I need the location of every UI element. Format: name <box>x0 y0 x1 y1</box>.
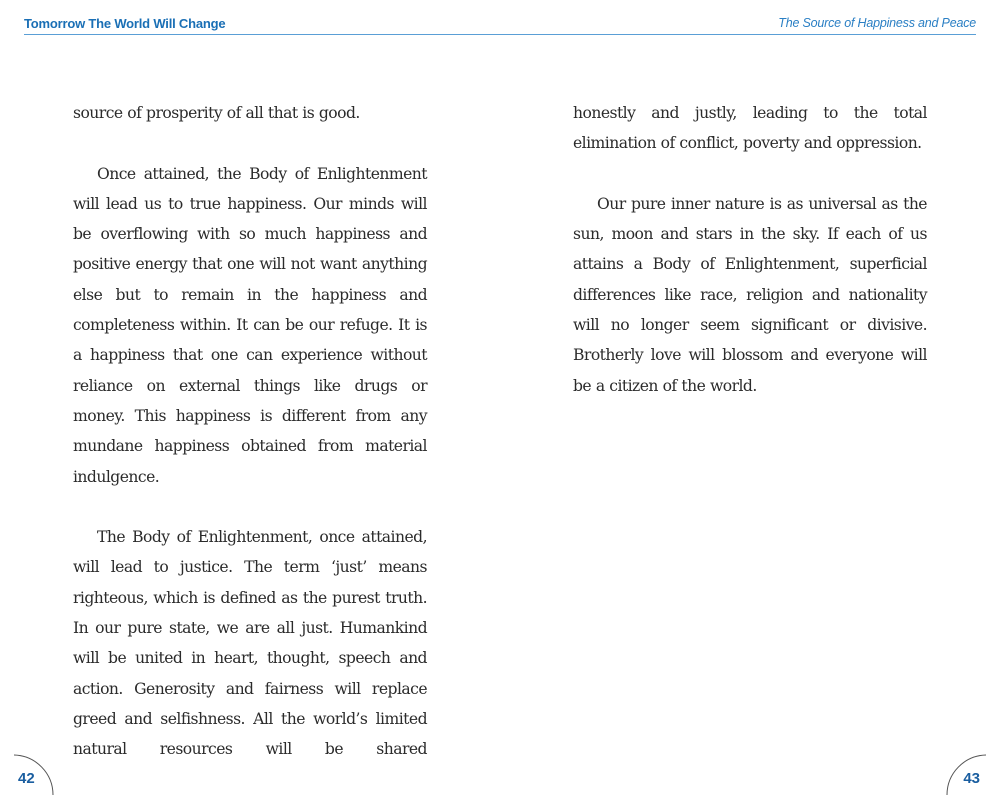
paragraph: honestly and justly, leading to the total elimination of conflict, poverty and oppression. <box>573 104 927 153</box>
header-divider <box>24 34 976 35</box>
paragraph: source of prosperity of all that is good. <box>73 104 360 122</box>
running-header-chapter-title: The Source of Happiness and Peace <box>778 16 976 30</box>
left-page-text <box>73 98 427 765</box>
paragraph: Once attained, the Body of Enlightenment will lead us to true happiness. Our minds will be overflowing with so much happiness and positive energy that one will not want anything else but to remain in the happiness and completeness within. It can be our refuge. It is a happiness that one can experience without reliance on external things like drugs or money. This happiness is different from any mundane happiness obtained from material indulgence. <box>73 164 427 486</box>
right-page-text <box>573 98 927 431</box>
paragraph: The Body of Enlightenment, once attained, will lead to justice. The term ‘just’ means righteous, which is defined as the purest truth. In our pure state, we are all just. Humankind will be united in heart, thought, speech and action. Generosity and fairness will replace greed and selfishness. All the world’s limited natural resources will be shared <box>73 528 427 759</box>
running-header-book-title: Tomorrow The World Will Change <box>24 16 226 31</box>
page-number-left: 42 <box>18 770 35 787</box>
page-number-right: 43 <box>963 770 980 787</box>
paragraph: Our pure inner nature is as universal as the sun, moon and stars in the sky. If each of us attains a Body of Enlightenment, superficial differences like race, religion and nationality will no longer seem significant or divisive. Brotherly love will blossom and everyone will be a citizen of the world. <box>573 194 927 395</box>
